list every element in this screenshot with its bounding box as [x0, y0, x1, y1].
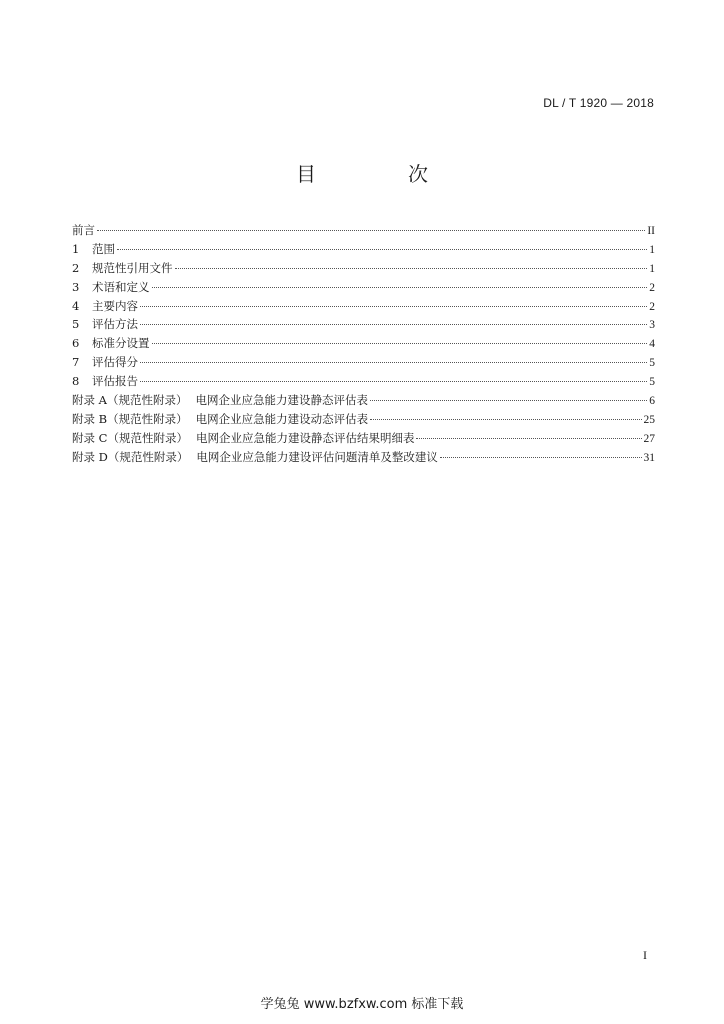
toc-leader	[370, 419, 641, 420]
toc-entry[interactable]	[72, 240, 655, 259]
page-number: I	[643, 948, 647, 962]
toc-entry-page: 31	[643, 451, 655, 464]
toc-entry[interactable]	[72, 221, 655, 240]
toc-entry-number: 8	[72, 374, 80, 389]
toc-entry-page: 1	[649, 262, 655, 275]
toc-entry-page: 2	[649, 281, 655, 294]
toc-entry[interactable]	[72, 259, 655, 278]
toc-title: 目 次	[296, 162, 464, 186]
footer-watermark: 学兔兔 www.bzfxw.com 标准下载	[260, 997, 464, 1012]
toc-entry-title: 电网企业应急能力建设动态评估表	[195, 411, 369, 426]
toc-leader	[416, 438, 641, 439]
toc-entry-number: 1	[72, 241, 80, 256]
toc-entry-title: 前言	[72, 223, 95, 237]
toc-entry-page: 5	[649, 357, 655, 370]
toc-leader	[140, 306, 647, 307]
toc-entry-number: 4	[72, 298, 80, 313]
toc-entry-page: 5	[649, 376, 655, 389]
toc-entry-page: II	[647, 225, 655, 237]
toc-entry-number: 6	[72, 336, 80, 351]
toc-leader	[152, 287, 648, 288]
toc-entry-title: 评估方法	[92, 317, 138, 332]
toc-appendix-label: 附录 B（规范性附录）	[72, 411, 188, 426]
toc-entry-title: 规范性引用文件	[92, 260, 173, 275]
toc-appendix-label: 附录 D（规范性附录）	[72, 449, 189, 464]
toc-entry-page: 6	[649, 395, 655, 408]
toc-leader	[117, 249, 647, 250]
toc-entry-title: 电网企业应急能力建设评估问题清单及整改建议	[196, 449, 438, 464]
toc-entry-page: 3	[649, 319, 655, 332]
toc-entry-title: 电网企业应急能力建设静态评估结果明细表	[195, 430, 415, 445]
toc-entry[interactable]	[72, 334, 655, 353]
toc-leader	[140, 324, 647, 325]
toc-entry-page: 27	[643, 432, 655, 445]
standard-code: DL / T 1920 — 2018	[543, 96, 654, 110]
toc-entry[interactable]	[72, 372, 655, 391]
toc-entry-title: 评估报告	[92, 374, 138, 389]
toc-entry-number: 5	[72, 317, 80, 332]
toc-leader	[140, 362, 647, 363]
toc-entry-number: 2	[72, 260, 80, 275]
toc-entry[interactable]	[72, 429, 655, 448]
toc-entry-title: 标准分设置	[92, 336, 150, 351]
toc-entry[interactable]	[72, 448, 655, 467]
toc-entry-number: 7	[72, 355, 80, 370]
toc-leader	[370, 400, 647, 401]
toc-leader	[440, 457, 642, 458]
toc-entry-page: 1	[649, 243, 655, 256]
toc-entry-title: 范围	[92, 241, 115, 256]
toc-entry-title: 术语和定义	[92, 279, 150, 294]
table-of-contents	[72, 221, 655, 467]
toc-leader	[97, 230, 645, 231]
toc-leader	[140, 381, 647, 382]
toc-entry[interactable]	[72, 315, 655, 334]
toc-entry-number: 3	[72, 279, 80, 294]
toc-entry-page: 2	[649, 300, 655, 313]
toc-leader	[175, 268, 648, 269]
toc-entry[interactable]	[72, 353, 655, 372]
toc-entry-title: 主要内容	[92, 298, 138, 313]
toc-entry[interactable]	[72, 410, 655, 429]
toc-entry-page: 25	[643, 413, 655, 426]
toc-entry-title: 电网企业应急能力建设静态评估表	[195, 393, 368, 408]
toc-appendix-label: 附录 A（规范性附录）	[72, 393, 188, 408]
toc-entry[interactable]	[72, 297, 655, 316]
toc-entry-title: 评估得分	[92, 355, 138, 370]
toc-appendix-label: 附录 C（规范性附录）	[72, 430, 188, 445]
toc-entry[interactable]	[72, 391, 655, 410]
toc-leader	[152, 343, 648, 344]
toc-entry[interactable]	[72, 278, 655, 297]
toc-entry-page: 4	[649, 338, 655, 351]
